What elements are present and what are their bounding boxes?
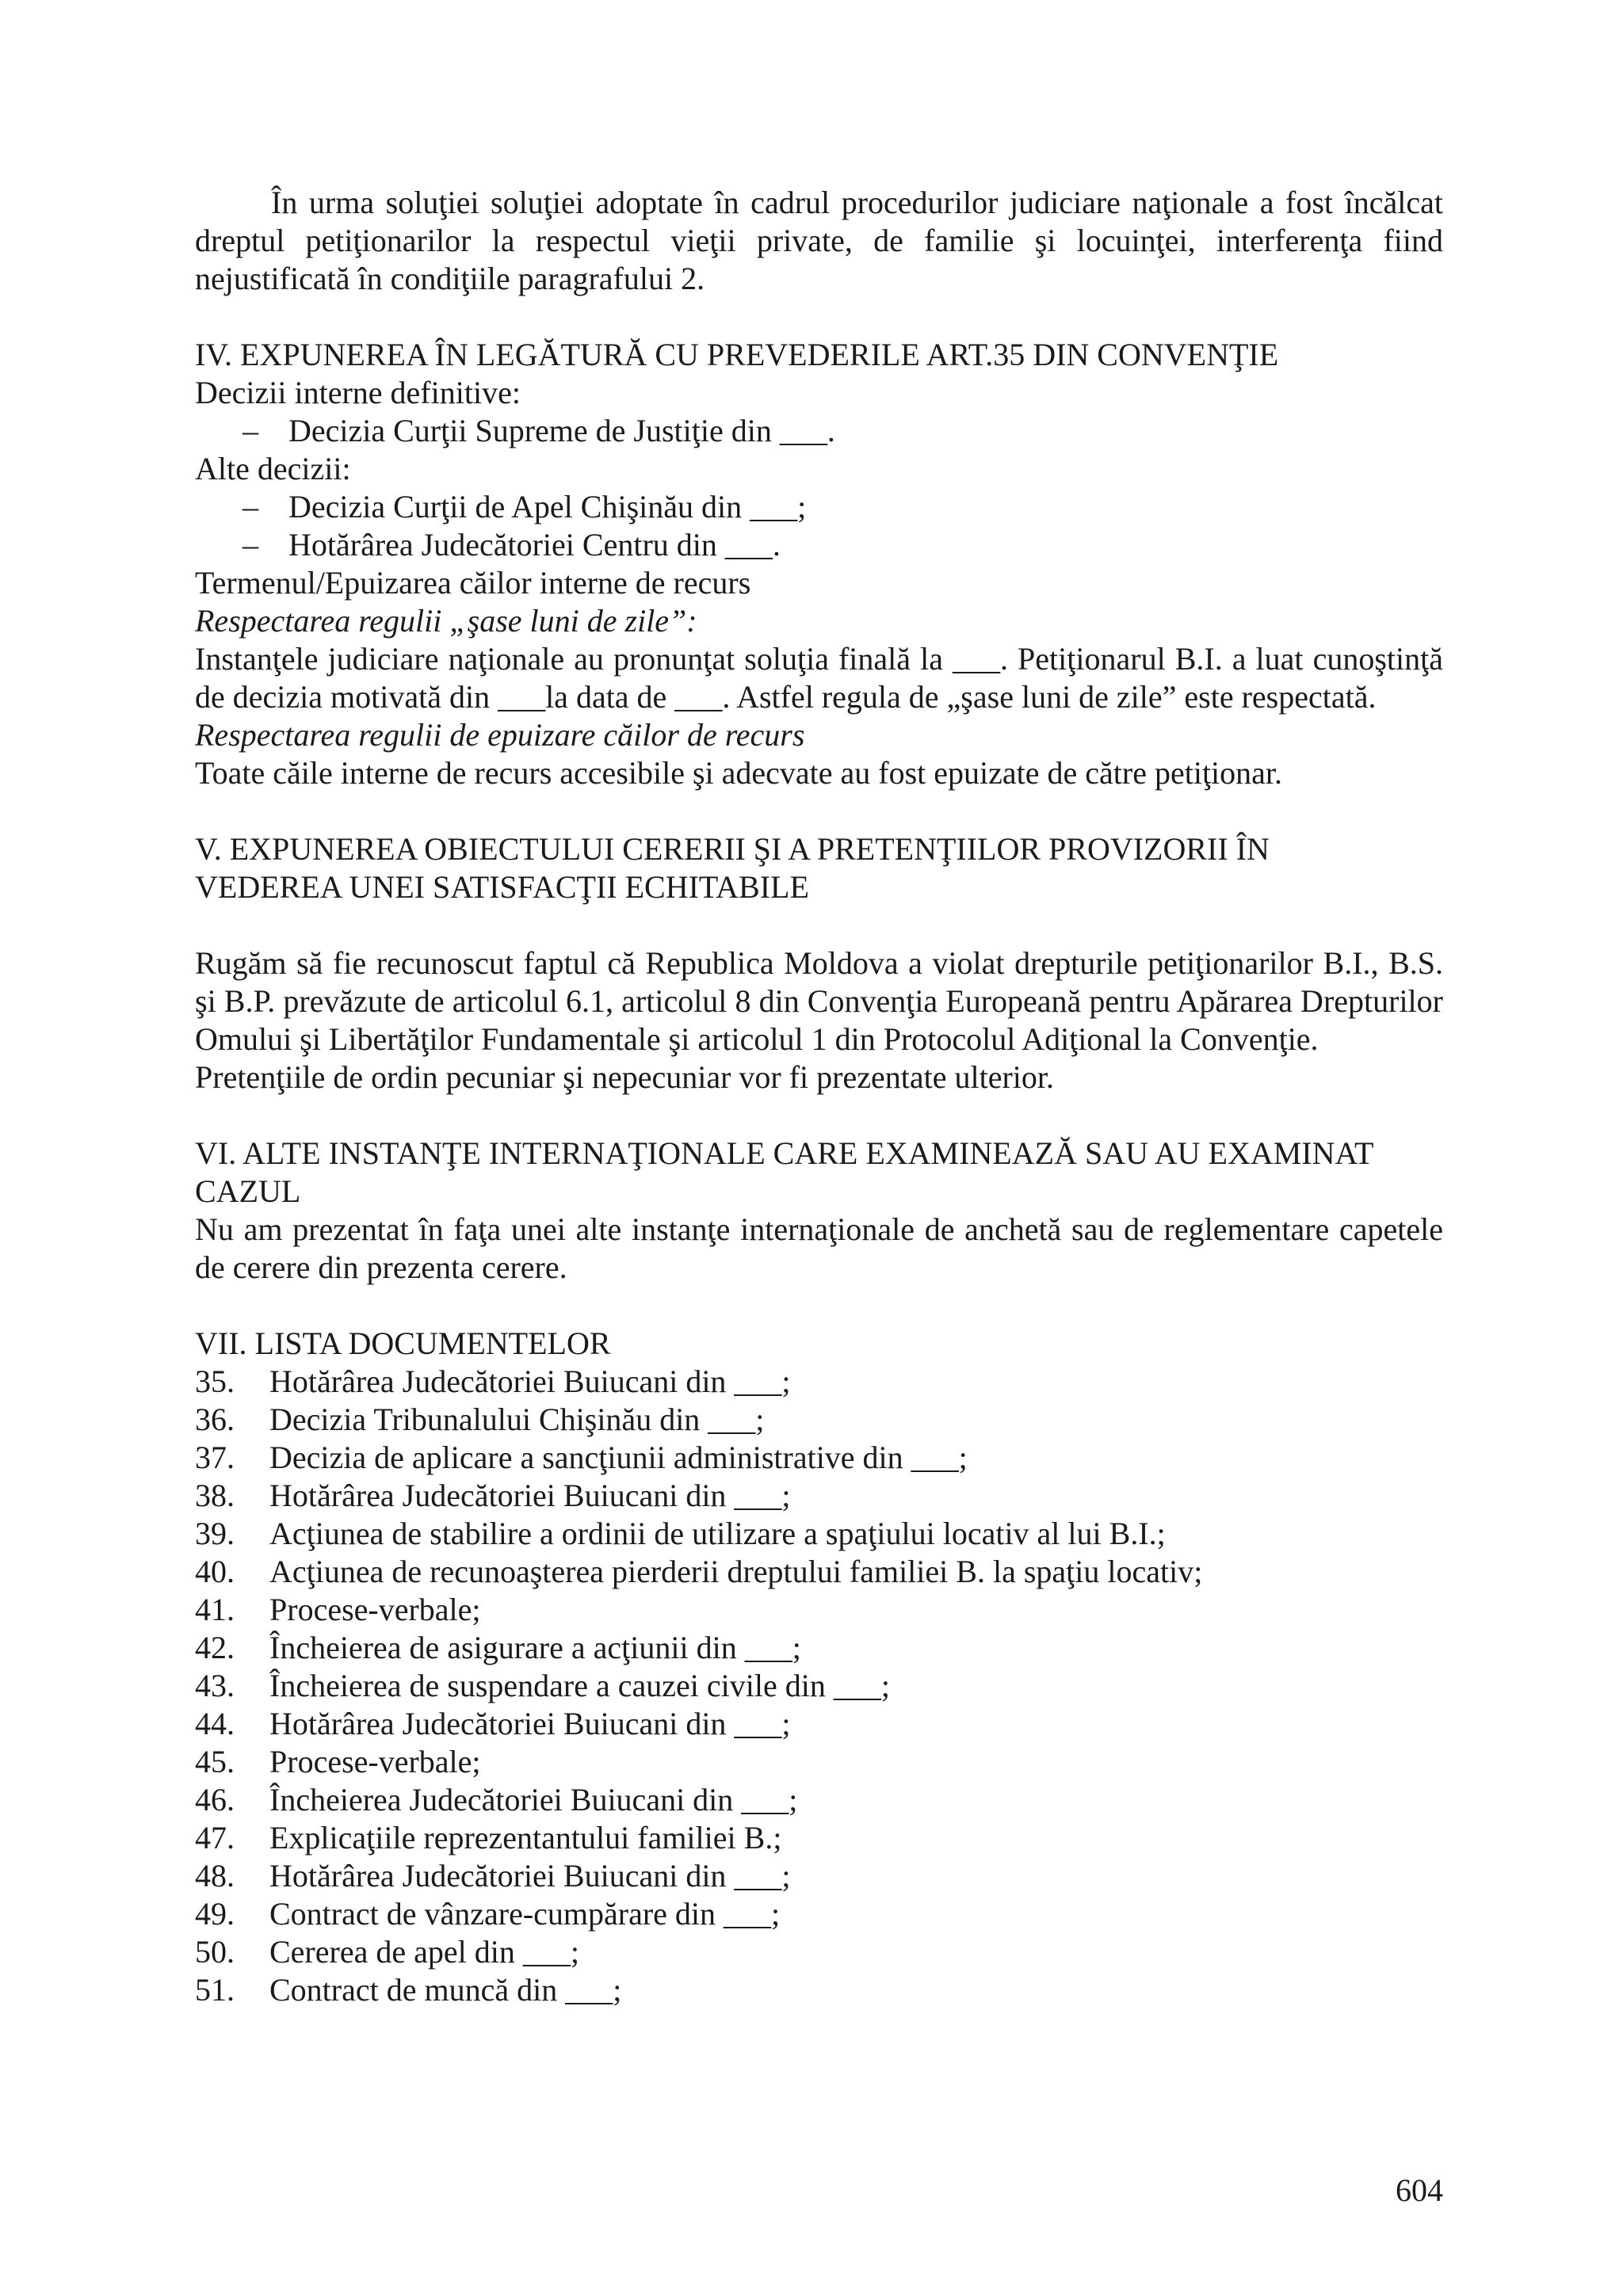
term-label: Termenul/Epuizarea căilor interne de recurs [195,565,751,601]
dash-bullet: – [242,527,258,563]
list-item-text: Decizia Curţii de Apel Chişinău din ___; [288,489,807,524]
document-text: Explicaţiile reprezentantului familiei B.; [269,1820,782,1855]
section-vi-heading-line2: CAZUL [195,1173,301,1209]
document-item [195,1629,1443,1667]
document-number: 36. [195,1402,235,1437]
document-item [195,1819,1443,1857]
document-number: 43. [195,1668,235,1703]
final-decisions-label: Decizii interne definitive: [195,375,521,410]
document-item [195,1971,1443,2009]
document-item [195,1401,1443,1439]
document-text: Hotărârea Judecătoriei Buiucani din ___; [269,1858,791,1894]
document-number: 47. [195,1820,235,1855]
exhaustion-heading: Respectarea regulii de epuizare căilor de recurs [195,717,805,753]
spacer [195,906,1443,944]
document-text: Procese-verbale; [269,1744,481,1779]
list-item [195,526,1443,564]
document-item [195,1743,1443,1781]
section-vii-heading: VII. LISTA DOCUMENTELOR [195,1325,611,1361]
document-number: 44. [195,1706,235,1741]
document-item [195,1667,1443,1705]
spacer [195,298,1443,336]
section-vi [195,1135,1443,1287]
dash-bullet: – [242,413,258,448]
section-v-claims: Pretenţiile de ordin pecuniar şi nepecuniar vor fi prezentate ulterior. [195,1059,1055,1095]
document-item [195,1591,1443,1629]
document-text: Decizia de aplicare a sancţiunii administrative din ___; [269,1440,968,1475]
dash-bullet: – [242,489,258,524]
document-item [195,1933,1443,1971]
document-number: 46. [195,1782,235,1817]
document-item [195,1705,1443,1743]
other-decisions-list [195,488,1443,564]
document-number: 38. [195,1478,235,1513]
document-item [195,1439,1443,1477]
document-item [195,1553,1443,1591]
section-v-heading-line1: V. EXPUNEREA OBIECTULUI CERERII ŞI A PRETENŢIILOR PROVIZORII ÎN [195,831,1270,867]
six-month-text: Instanţele judiciare naţionale au pronunţat soluţia finală la ___. Petiţionarul B.I. a luat cunoştinţă de decizia motivată din ___la data de ___. Astfel regula de „şase luni de zile” este respectată. [195,641,1443,715]
list-item [195,488,1443,526]
page-number: 604 [1396,2172,1443,2208]
spacer [195,1097,1443,1135]
document-number: 39. [195,1516,235,1551]
other-decisions-label: Alte decizii: [195,451,351,486]
document-text: Hotărârea Judecătoriei Buiucani din ___; [269,1478,791,1513]
document-text: Contract de vânzare-cumpărare din ___; [269,1896,781,1932]
document-text: Contract de muncă din ___; [269,1972,622,2008]
document-number: 50. [195,1934,235,1970]
document-text: Încheierea de suspendare a cauzei civile din ___; [269,1668,890,1703]
section-v-paragraph: Rugăm să fie recunoscut faptul că Republica Moldova a violat drepturile petiţionarilor B.I., B.S. şi B.P. prevăzute de articolul 6.1, articolul 8 din Convenţia Europeană pentru Apărarea Drepturilor Omului şi Libertăţilor Fundamentale şi articolul 1 din Protocolul Adiţional la Convenţie. [195,945,1443,1057]
document-text: Acţiunea de recunoaşterea pierderii dreptului familiei B. la spaţiu locativ; [269,1554,1203,1589]
section-vi-paragraph: Nu am prezentat în faţa unei alte instanţe internaţionale de anchetă sau de reglementare capetele de cerere din prezenta cerere. [195,1211,1443,1285]
section-vii [195,1325,1443,2009]
document-text: Acţiunea de stabilire a ordinii de utilizare a spaţiului locativ al lui B.I.; [269,1516,1166,1551]
document-text: Încheierea de asigurare a acţiunii din ___; [269,1630,801,1665]
document-number: 45. [195,1744,235,1779]
exhaustion-text: Toate căile interne de recurs accesibile şi adecvate au fost epuizate de către petiţionar. [195,755,1283,791]
document-number: 40. [195,1554,235,1589]
document-number: 48. [195,1858,235,1894]
final-decisions-list [195,412,1443,450]
spacer [195,1287,1443,1325]
document-number: 35. [195,1363,235,1399]
document-number: 49. [195,1896,235,1932]
document-number: 42. [195,1630,235,1665]
section-v [195,830,1443,1097]
section-iv [195,336,1443,792]
section-v-heading-line2: VEDEREA UNEI SATISFACŢII ECHITABILE [195,869,809,905]
document-number: 37. [195,1440,235,1475]
document-number: 41. [195,1592,235,1627]
intro-paragraph: În urma soluţiei soluţiei adoptate în cadrul procedurilor judiciare naţionale a fost încălcat dreptul petiţionarilor la respectul vieţii private, de familie şi locuinţei, interferenţa fiind nejustificată în condiţiile paragrafului 2. [195,185,1443,296]
list-item-text: Decizia Curţii Supreme de Justiţie din ___. [288,413,835,448]
section-iv-heading: IV. EXPUNEREA ÎN LEGĂTURĂ CU PREVEDERILE ART.35 DIN CONVENŢIE [195,337,1279,372]
document-item [195,1477,1443,1515]
document-text: Procese-verbale; [269,1592,481,1627]
document-item [195,1515,1443,1553]
document-text: Cererea de apel din ___; [269,1934,579,1970]
document-text: Hotărârea Judecătoriei Buiucani din ___; [269,1363,791,1399]
document-item [195,1363,1443,1401]
spacer [195,792,1443,830]
list-item-text: Hotărârea Judecătoriei Centru din ___. [288,527,781,563]
document-page [195,184,1443,2009]
document-text: Încheierea Judecătoriei Buiucani din ___; [269,1782,798,1817]
document-text: Hotărârea Judecătoriei Buiucani din ___; [269,1706,791,1741]
documents-list [195,1363,1443,2009]
document-item [195,1857,1443,1895]
document-text: Decizia Tribunalului Chişinău din ___; [269,1402,765,1437]
document-item [195,1895,1443,1933]
document-number: 51. [195,1972,235,2008]
document-item [195,1781,1443,1819]
section-vi-heading-line1: VI. ALTE INSTANŢE INTERNAŢIONALE CARE EXAMINEAZĂ SAU AU EXAMINAT [195,1135,1374,1171]
six-month-heading: Respectarea regulii „şase luni de zile”: [195,603,697,639]
list-item [195,412,1443,450]
